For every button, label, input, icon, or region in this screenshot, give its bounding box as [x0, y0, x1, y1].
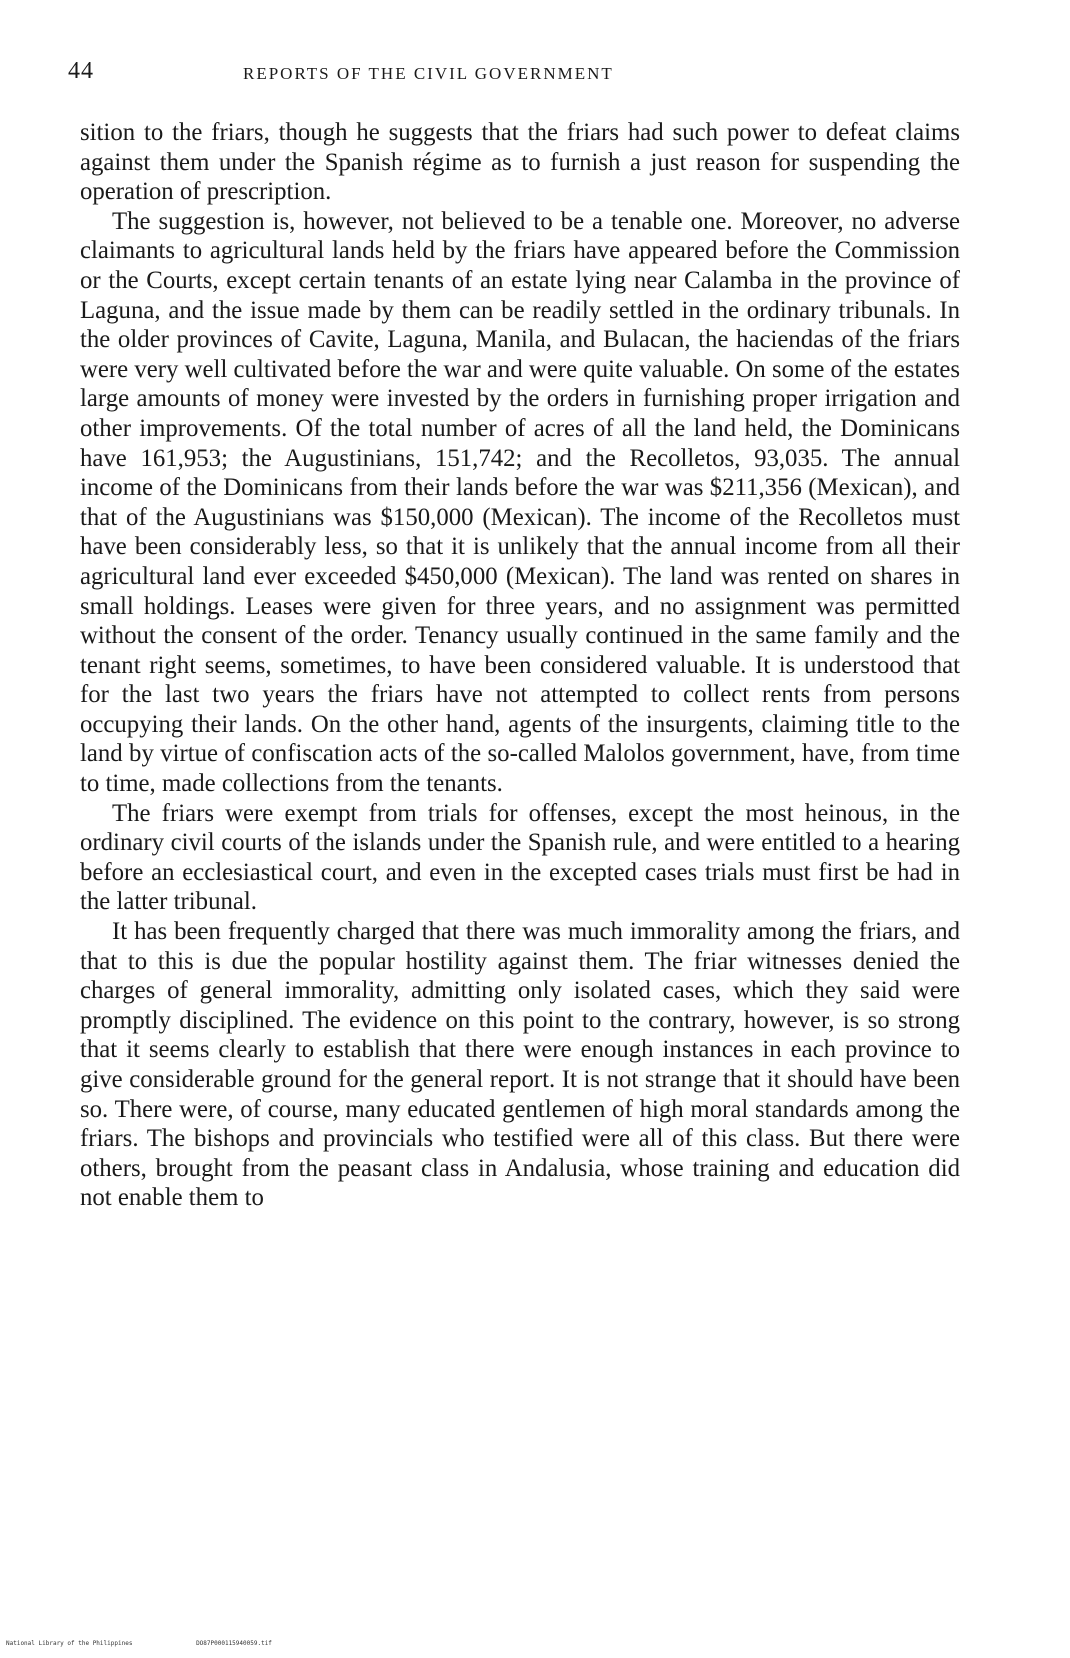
- page-number: 44: [68, 58, 94, 84]
- paragraph: It has been frequently charged that there was much immorality among the friars, and that to this is due the popular hostility against them. The friar witnesses denied the charges of general immorality, admitting only isolated cases, which they said were promptly disciplined. The evidence on this point to the contrary, however, is so strong that it seems clearly to establish that there were enough instances in each province to give considerable ground for the general report. It is not strange that it should have been so. There were, of course, many educated gentlemen of high moral standards among the friars. The bishops and provincials who testified were all of this class. But there were others, brought from the peasant class in Andalusia, whose training and education did not enable them to: [80, 918, 960, 1212]
- library-credit: National Library of the Philippines: [6, 1640, 133, 1647]
- scan-footer: [6, 1640, 332, 1647]
- file-id: DO87P000115940059.tif: [196, 1640, 272, 1647]
- paragraph: The friars were exempt from trials for offenses, except the most heinous, in the ordinary civil courts of the islands under the Spanish rule, and were entitled to a hearing before an ecclesiastical court, and even in the excepted cases trials must first be had in the latter tribunal.: [80, 799, 960, 916]
- body-text: [80, 118, 960, 1213]
- paragraph: The suggestion is, however, not believed to be a tenable one. Moreover, no adverse claimants to agricultural lands held by the friars have appeared before the Commission or the Courts, except certain tenants of an estate lying near Calamba in the province of Laguna, and the issue made by them can be readily settled in the ordinary tribunals. In the older provinces of Cavite, Laguna, Manila, and Bulacan, the haciendas of the friars were very well cultivated before the war and were quite valuable. On some of the estates large amounts of money were invested by the orders in furnishing proper irrigation and other improvements. Of the total number of acres of all the land held, the Dominicans have 161,953; the Augustinians, 151,742; and the Recolletos, 93,035. The annual income of the Dominicans from their lands before the war was $211,356 (Mexican), and that of the Augustinians was $150,000 (Mexican). The income of the Recolletos must have been considerably less, so that it is unlikely that the annual income from all their agricultural land ever exceeded $450,000 (Mexican). The land was rented on shares in small holdings. Leases were given for three years, and no assignment was permitted without the consent of the order. Tenancy usually continued in the same family and the tenant right seems, sometimes, to have been considered valuable. It is understood that for the last two years the friars have not attempted to collect rents from persons occupying their lands. On the other hand, agents of the insurgents, claiming title to the land by virtue of confiscation acts of the so-called Malolos government, have, from time to time, made collections from the tenants.: [80, 207, 960, 798]
- running-head: REPORTS OF THE CIVIL GOVERNMENT: [243, 64, 614, 83]
- page-header: [68, 58, 948, 98]
- paragraph-continued: sition to the friars, though he suggests that the friars had such power to defeat claims against them under the Spanish régime as to furnish a just reason for suspending the operation of prescription.: [80, 119, 960, 206]
